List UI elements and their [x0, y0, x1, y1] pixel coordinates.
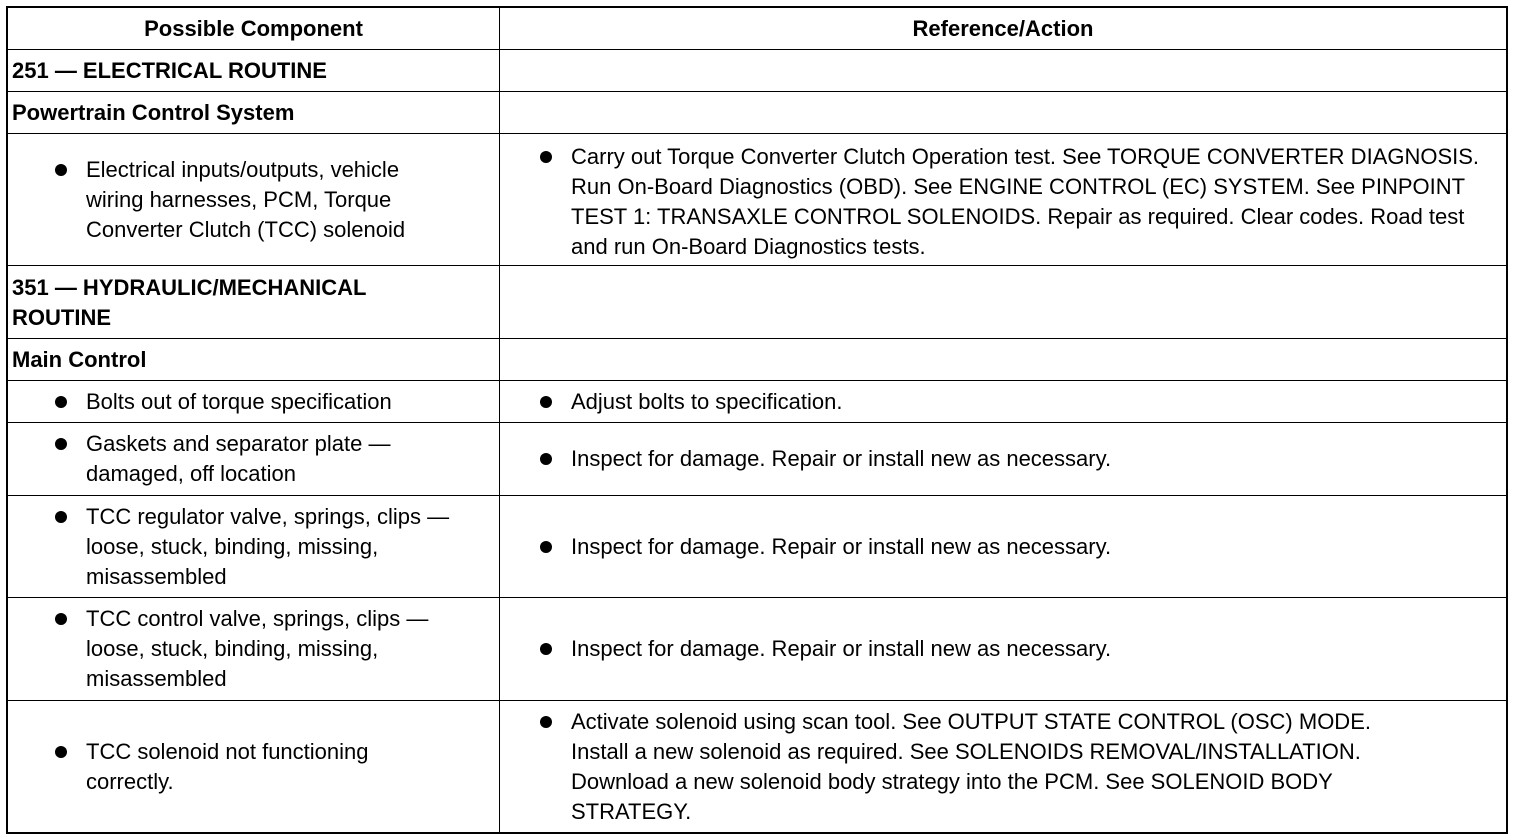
action-text: Inspect for damage. Repair or install new as necessary. — [571, 533, 1112, 559]
header-possible-component: Possible Component — [144, 15, 363, 41]
diagnosis-table — [6, 6, 1508, 834]
component-text: Electrical inputs/outputs, vehicle wiring harnesses, PCM, Torque Converter Clutch (TCC) solenoid — [86, 157, 406, 242]
header-reference-action: Reference/Action — [912, 15, 1094, 41]
action-text: Inspect for damage. Repair or install new as necessary. — [571, 446, 1112, 471]
section-title: 351 — HYDRAULIC/MECHANICAL ROUTINE — [12, 275, 367, 330]
bullet-icon — [55, 164, 67, 176]
table-row — [8, 422, 1506, 495]
bullet-icon — [55, 511, 67, 523]
section-title: 251 — ELECTRICAL ROUTINE — [12, 57, 327, 83]
component-text: TCC control valve, springs, clips — loose, stuck, binding, missing, misassembled — [86, 606, 429, 691]
bullet-icon — [55, 746, 67, 758]
bullet-icon — [540, 716, 552, 728]
table-row — [8, 91, 1506, 133]
bullet-icon — [55, 613, 67, 625]
table-row — [8, 49, 1506, 91]
table-row — [8, 380, 1506, 422]
bullet-icon — [540, 396, 552, 408]
component-text: TCC regulator valve, springs, clips — loose, stuck, binding, missing, misassembled — [86, 503, 450, 589]
table-row — [8, 495, 1506, 597]
section-title: Powertrain Control System — [12, 99, 295, 125]
bullet-icon — [540, 453, 552, 465]
bullet-icon — [55, 438, 67, 450]
bullet-icon — [55, 396, 67, 408]
table-row — [8, 338, 1506, 380]
action-text: Carry out Torque Converter Clutch Operation test. See TORQUE CONVERTER DIAGNOSIS. Run On-Board Diagnostics (OBD). See ENGINE CONTROL (EC) SYSTEM. See PINPOINT TEST 1: TRANSAXLE CONTROL SOLENOIDS. Repair as required. Clear codes. Road test and run On-Board Diagnostics tests. — [571, 144, 1480, 259]
bullet-icon — [540, 643, 552, 655]
component-text: Gaskets and separator plate — damaged, off location — [86, 431, 391, 486]
action-text: Activate solenoid using scan tool. See OUTPUT STATE CONTROL (OSC) MODE. Install a new solenoid as required. See SOLENOIDS REMOVAL/INSTALLATION. Download a new solenoid body strategy into the PCM. See SOLENOID BODY STRATEGY. — [571, 708, 1371, 824]
component-text: TCC solenoid not functioning correctly. — [86, 738, 369, 794]
table-row — [8, 265, 1506, 338]
table-row — [8, 133, 1506, 265]
table-row — [8, 700, 1506, 832]
action-text: Adjust bolts to specification. — [571, 388, 843, 414]
bullet-icon — [540, 151, 552, 163]
table-header-row — [8, 8, 1506, 49]
bullet-icon — [540, 541, 552, 553]
action-text: Inspect for damage. Repair or install new as necessary. — [571, 636, 1112, 661]
table-row — [8, 597, 1506, 700]
section-title: Main Control — [12, 346, 147, 372]
component-text: Bolts out of torque specification — [86, 388, 392, 414]
